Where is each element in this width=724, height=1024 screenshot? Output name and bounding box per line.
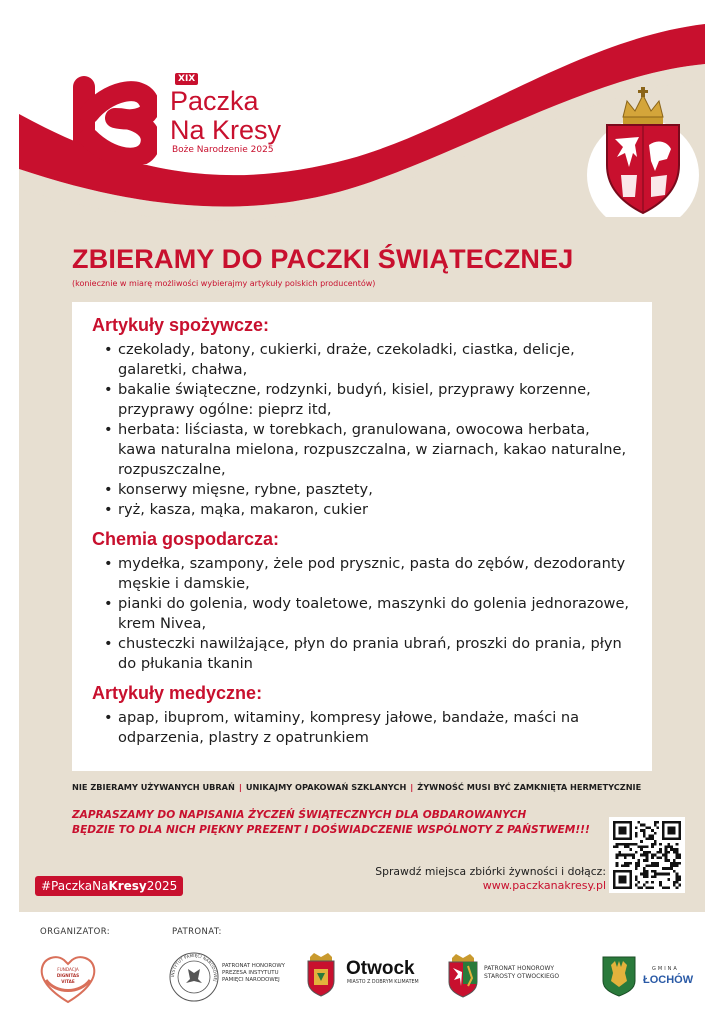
logo-subtitle: Boże Narodzenie 2025: [172, 145, 274, 155]
logo-title-line2: Na Kresy: [170, 115, 282, 145]
list-item-line: męskie i damskie,: [118, 575, 250, 592]
list-item-line: • konserwy mięsne, rybne, pasztety,: [118, 481, 373, 498]
otwock-crest-icon: [304, 951, 338, 997]
page-title: ZBIERAMY DO PACZKI ŚWIĄTECZNEJ: [72, 244, 574, 274]
list-item-line: • bakalie świąteczne, rodzynki, budyń, kisiel, przyprawy korzenne,: [118, 381, 591, 398]
list-item-line: • mydełka, szampony, żele pod prysznic, pasta do zębów, dezodoranty: [118, 555, 626, 572]
collection-notice: [72, 782, 641, 792]
list-item-line: • chusteczki nawilżające, płyn do prania ubrań, proszki do prania, płyn: [118, 635, 622, 652]
item-list: [92, 340, 632, 520]
powiat-crest: [446, 952, 480, 998]
dignitas-word: FUNDACJA: [57, 967, 79, 972]
poster: [19, 19, 705, 912]
item-list: [92, 554, 632, 674]
page-subtitle: (koniecznie w miarę możliwości wybierajmy artykuły polskich producentów): [72, 279, 376, 288]
starosta-text: [484, 965, 559, 981]
section-title: Artykuły spożywcze:: [92, 315, 270, 335]
crest: [579, 87, 699, 217]
notice-part: UNIKAJMY OPAKOWAŃ SZKLANYCH: [245, 782, 407, 792]
hashtag-part: #PaczkaNa: [41, 879, 109, 893]
ipn-seal: [168, 951, 220, 1003]
notice-separator: |: [238, 782, 242, 792]
lochow-crest: [601, 955, 637, 997]
list-item-line: kawa naturalna mielona, rozpuszczalna, w ziarnach, kakao naturalne,: [118, 441, 627, 458]
dignitas-word: DIGNITAS: [56, 973, 80, 978]
starosta-text-line: PATRONAT HONOROWY: [484, 965, 555, 972]
patron-label: PATRONAT:: [172, 927, 222, 937]
list-item: [118, 634, 632, 674]
ipn-text-line: PATRONAT HONOROWY: [222, 963, 285, 969]
list-item-line: • apap, ibuprom, witaminy, kompresy jałowe, bandaże, maści na: [118, 709, 580, 726]
website-link[interactable]: www.paczkanakresy.pl: [482, 879, 606, 892]
list-item-line: krem Nivea,: [118, 615, 207, 632]
list-item-line: galaretki, chałwa,: [118, 361, 248, 378]
otwock-tagline: MIASTO Z DOBRYM KLIMATEM: [347, 980, 419, 985]
ipn-eagle-icon: [168, 951, 220, 1003]
invite-line: BĘDZIE TO DLA NICH PIĘKNY PREZENT I DOŚWIADCZENIE WSPÓLNOTY Z PAŃSTWEM!!!: [72, 824, 590, 836]
list-item: [118, 554, 632, 594]
lochow-crest-icon: [601, 955, 637, 997]
hashtag-badge: [35, 876, 183, 896]
notice-part: ŻYWNOŚĆ MUSI BYĆ ZAMKNIĘTA HERMETYCZNIE: [417, 782, 642, 792]
gmina-name: ŁOCHÓW: [643, 974, 694, 986]
list-item: [118, 708, 632, 748]
coat-of-arms-icon: [579, 87, 699, 217]
donation-list-card: [72, 302, 652, 771]
notice-separator: |: [410, 782, 414, 792]
section-title: Chemia gospodarcza:: [92, 529, 280, 549]
check-locations-text: Sprawdź miejsca zbiórki żywności i dołącz:: [375, 865, 606, 878]
ipn-text-line: PREZESA INSTYTUTU: [222, 970, 279, 976]
list-item-line: przyprawy ogólne: pieprz itd,: [118, 401, 332, 418]
dignitas-word: VITAE: [61, 979, 75, 984]
notice-part: NIE ZBIERAMY UŻYWANYCH UBRAŃ: [72, 782, 235, 792]
logo-title-line1: Paczka: [170, 86, 259, 116]
list-item: [118, 420, 632, 480]
item-list: [92, 708, 632, 748]
qr-code[interactable]: [609, 817, 685, 893]
list-item-line: • pianki do golenia, wody toaletowe, maszynki do golenia jednorazowe,: [118, 595, 630, 612]
ipn-text: [222, 963, 285, 984]
list-item-line: • ryż, kasza, mąka, makaron, cukier: [118, 501, 368, 518]
list-item: [118, 500, 632, 520]
gmina-label: GMINA: [652, 966, 679, 972]
list-item-line: • herbata: liściasta, w torebkach, granulowana, owocowa herbata,: [118, 421, 590, 438]
list-item-line: rozpuszczalne,: [118, 461, 226, 478]
list-item: [118, 380, 632, 420]
list-item-line: odparzenia, plastry z opatrunkiem: [118, 729, 369, 746]
list-item-line: • czekolady, batony, cukierki, draże, czekoladki, ciastka, delicje,: [118, 341, 575, 358]
powiat-crest-icon: [446, 952, 480, 998]
invite-line: ZAPRASZAMY DO NAPISANIA ŻYCZEŃ ŚWIĄTECZNYCH DLA OBDAROWANYCH: [72, 809, 527, 821]
ipn-ring-text: INSTYTUT PAMIĘCI NARODOWEJ: [169, 952, 219, 982]
hashtag-part: Kresy: [108, 879, 147, 893]
logo-edition: XIX: [175, 73, 198, 85]
ipn-text-line: PAMIĘCI NARODOWEJ: [222, 977, 280, 983]
list-item: [118, 594, 632, 634]
list-item: [118, 340, 632, 380]
section-title: Artykuły medyczne:: [92, 683, 263, 703]
list-item: [118, 480, 632, 500]
otwock-crest: [304, 951, 338, 997]
dignitas-vitae-logo: [38, 950, 98, 1006]
qr-code-icon: [613, 821, 681, 889]
list-item-line: do płukania tkanin: [118, 655, 253, 672]
organizer-label: ORGANIZATOR:: [40, 927, 111, 937]
paczka-logo-icon: [71, 74, 157, 164]
otwock-name: Otwock: [346, 958, 415, 979]
starosta-text-line: STAROSTY OTWOCKIEGO: [484, 973, 560, 980]
hashtag-part: 2025: [146, 879, 178, 893]
